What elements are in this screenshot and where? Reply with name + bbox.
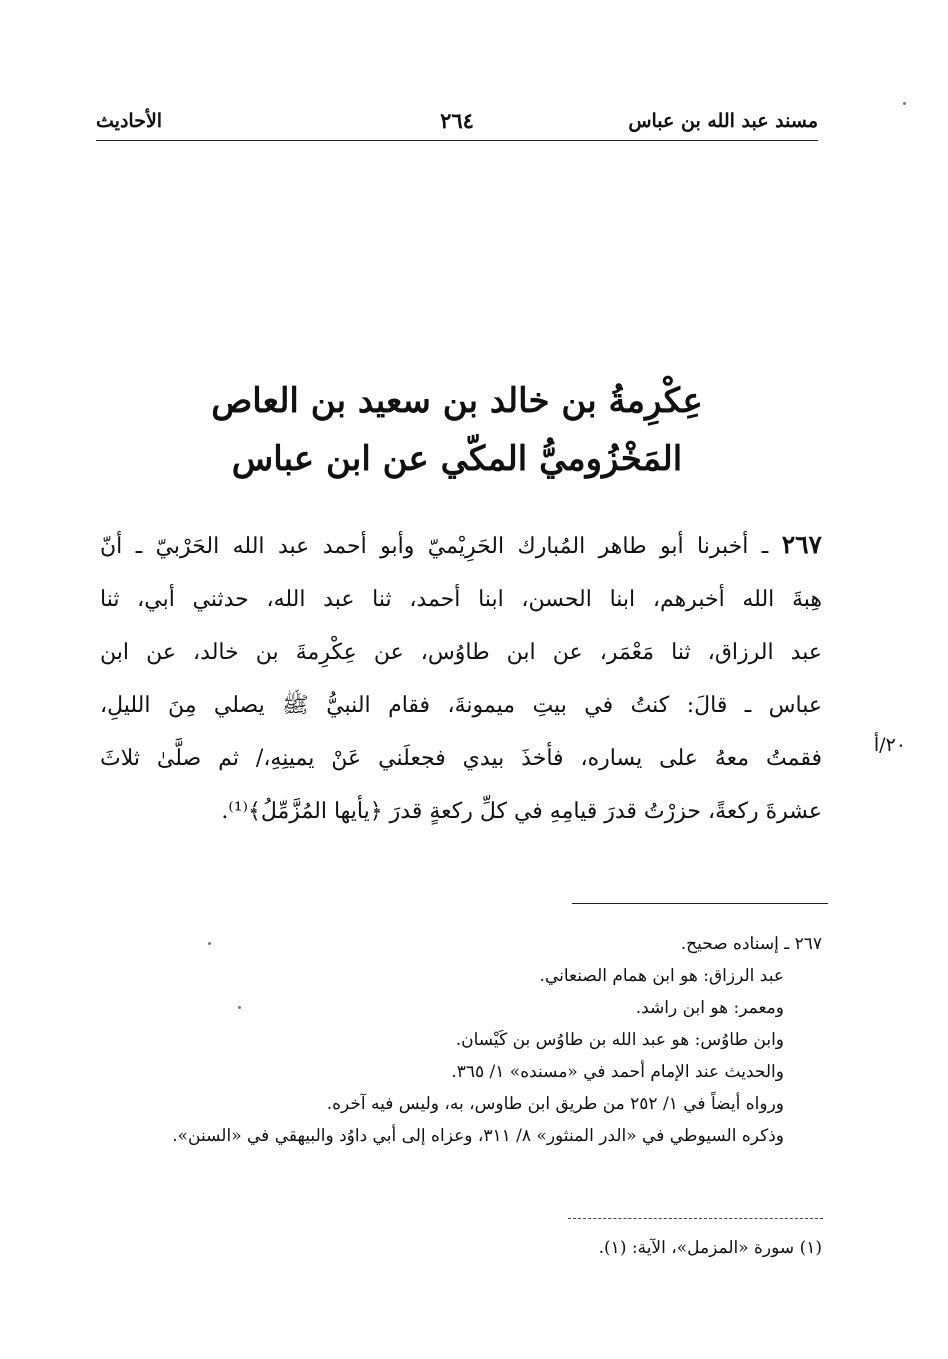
notes-line-2: عبد الرزاق: هو ابن همام الصنعاني. (539, 966, 784, 986)
notes-number: ٢٦٧ (794, 934, 822, 954)
footnote-rule (568, 1218, 823, 1219)
scan-speck (903, 102, 906, 105)
notes-line-3: ومعمر: هو ابن راشد. (635, 998, 784, 1018)
page-number: ٢٦٤ (440, 108, 474, 133)
scan-speck (208, 942, 211, 945)
header-rule (96, 140, 818, 141)
running-header (96, 104, 818, 140)
hadith-line-4: عباس ـ قالَ: كنتُ في بيتِ ميمونةَ، فقام النبيُّ ﷺ يصلي مِنَ الليلِ، (100, 693, 822, 718)
hadith-line-1-text: ـ أخبرنا أبو طاهر المُبارك الحَرِيْميّ وأبو أحمد عبد الله الحَرْبيّ ـ أنّ (100, 534, 769, 559)
footnote: (١) سورة «المزمل»، الآية: (١). (598, 1238, 822, 1258)
notes-first-text: ـ إسناده صحيح. (680, 934, 790, 954)
hadith-line-2: هِبةَ الله أخبرهم، ابنا الحسن، ابنا أحمد، ثنا عبد الله، حدثني أبي، ثنا (100, 587, 822, 612)
hadith-line-5: فقمتُ معهُ على يساره، فأخذَ بيدي فجعلَني عَنْ يمينِهِ،/ ثم صلَّىٰ ثلاثَ (100, 746, 822, 771)
editor-notes (120, 928, 822, 1152)
hadith-line-6: عشرةَ ركعةً، حزرْتُ قدرَ قيامِهِ في كلِّ ركعةٍ قدرَ ﴿يأيها المُزَّمِّلُ﴾⁽¹⁾. (221, 799, 822, 824)
hadith-number: ٢٦٧ (781, 530, 822, 559)
chapter-title-line-2: المَخْزُوميُّ المكّي عن ابن عباس (231, 439, 683, 479)
manuscript-folio-marker: ٢٠/أ (873, 734, 906, 756)
header-section-title: الأحاديث (96, 110, 163, 132)
chapter-title (96, 372, 818, 488)
notes-line-4: وابن طاوُس: هو عبد الله بن طاوُس بن كَيْسان. (455, 1030, 784, 1050)
hadith-text (100, 518, 822, 838)
notes-line-5: والحديث عند الإمام أحمد في «مسنده» ١/ ٣٦٥. (451, 1062, 784, 1082)
header-book-title: مسند عبد الله بن عباس (628, 110, 818, 132)
hadith-line-1 (100, 518, 822, 573)
notes-rule (572, 903, 828, 904)
notes-line-7: وذكره السيوطي في «الدر المنثور» ٨/ ٣١١، وعزاه إلى أبي داوُد والبيهقي في «السنن». (172, 1126, 784, 1146)
notes-line-6: ورواه أيضاً في ١/ ٢٥٢ من طريق ابن طاوس، به، وليس فيه آخره. (326, 1094, 784, 1114)
notes-line-1 (120, 928, 822, 960)
hadith-line-3: عبد الرزاق، ثنا مَعْمَر، عن ابن طاوُس، عن عِكْرِمةَ بن خالد، عن ابن (100, 640, 822, 665)
scan-speck (238, 1006, 241, 1009)
chapter-title-line-1: عِكْرِمةُ بن خالد بن سعيد بن العاص (211, 381, 703, 421)
